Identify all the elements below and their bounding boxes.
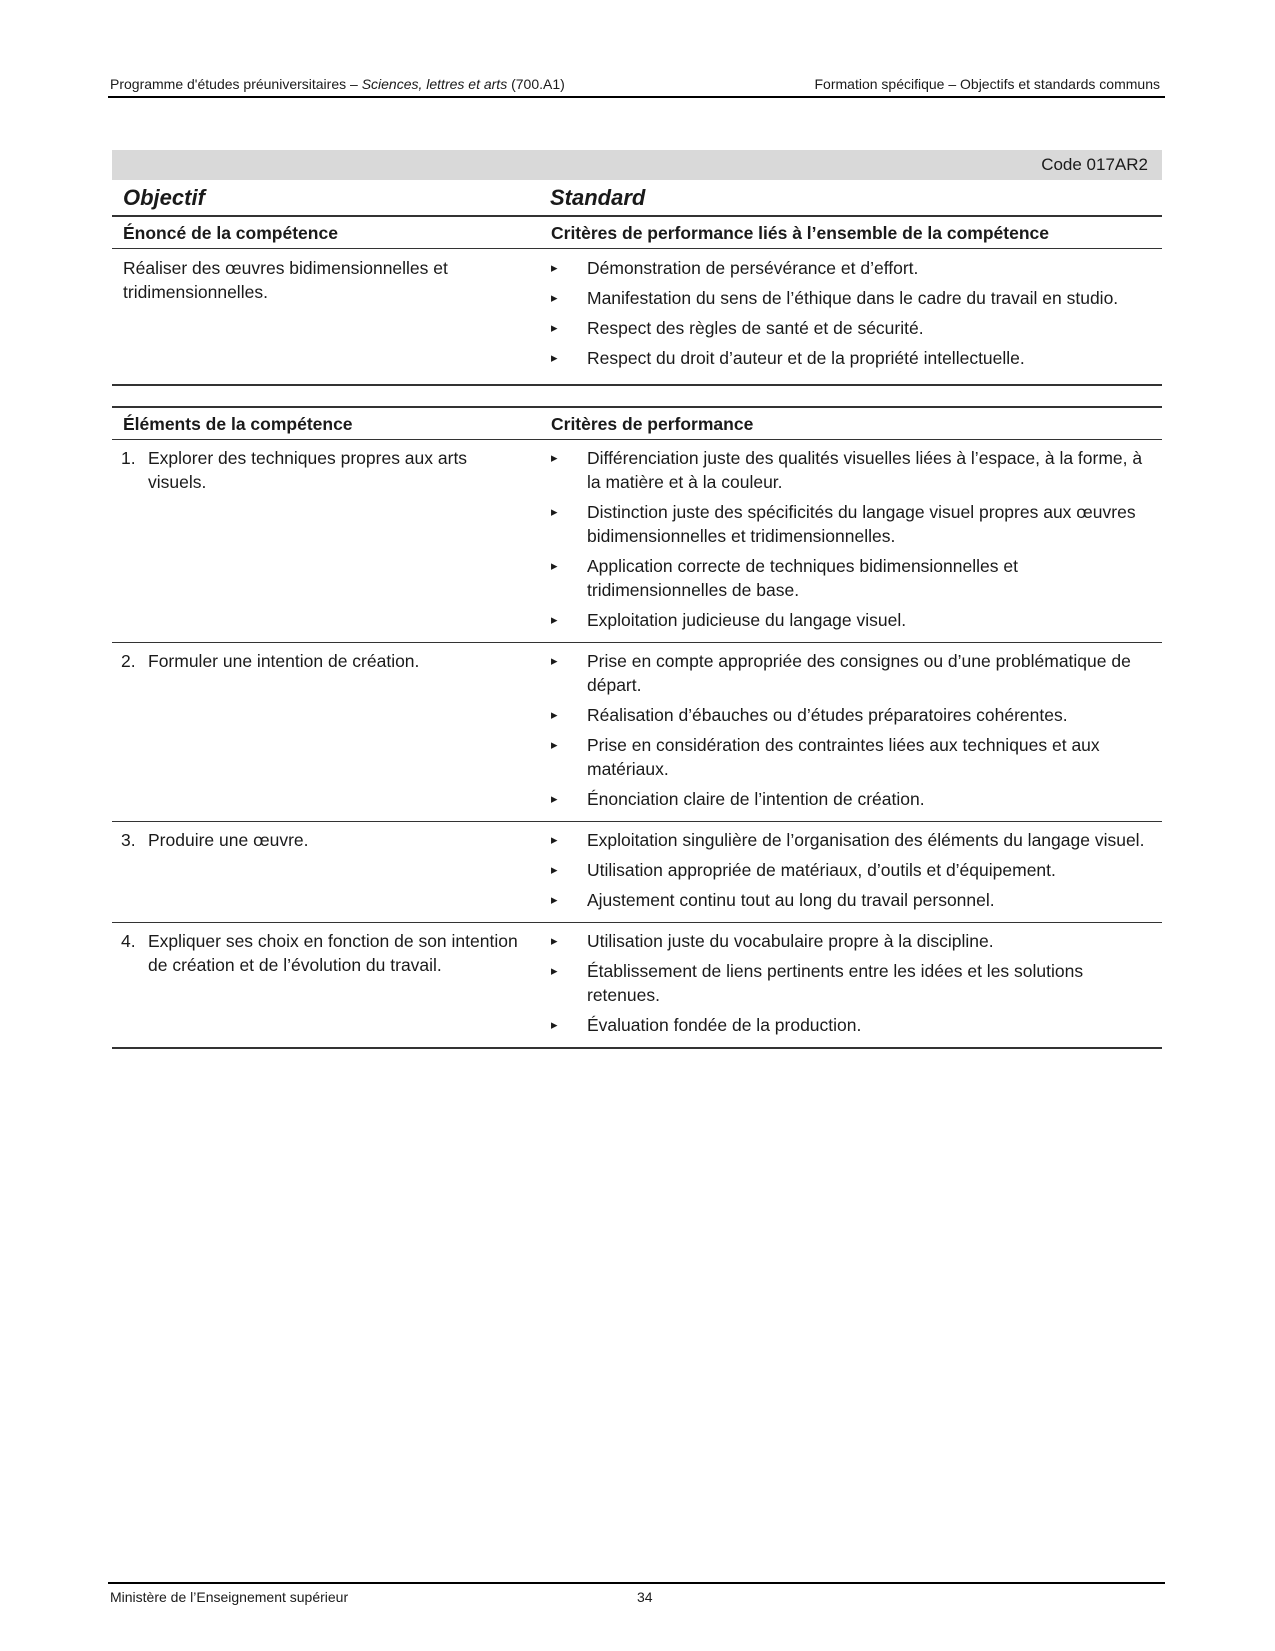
criterion-item: ▸ Prise en compte appropriée des consignes ou d’une problématique de départ. (551, 649, 1158, 697)
table-header-row (112, 216, 1162, 249)
competency-statement: Réaliser des œuvres bidimensionnelles et tridimensionnelles. (112, 249, 537, 386)
competency-code: Code 017AR2 (1041, 155, 1148, 174)
criteria-cell (537, 440, 1162, 643)
element-cell (112, 643, 537, 822)
criterion-item: ▸ Démonstration de persévérance et d’effort. (551, 256, 1158, 280)
element-text: Expliquer ses choix en fonction de son intention de création et de l’évolution du travail. (148, 931, 518, 975)
program-title: Sciences, lettres et arts (361, 76, 508, 92)
element-text: Formuler une intention de création. (148, 651, 420, 671)
criterion-item: ▸ Exploitation judicieuse du langage visuel. (551, 608, 1158, 632)
competency-elements-table (112, 406, 1162, 1049)
criterion-item: ▸ Application correcte de techniques bidimensionnelles et tridimensionnelles de base. (551, 554, 1158, 602)
competency-code-band (112, 150, 1162, 180)
element-number: 4. (121, 931, 136, 951)
criteria-list (551, 446, 1158, 632)
running-header (110, 76, 1160, 92)
page-number: 34 (637, 1589, 653, 1605)
criterion-item: ▸ Respect du droit d’auteur et de la propriété intellectuelle. (551, 346, 1158, 370)
running-header-left (110, 76, 565, 92)
criteria-list (551, 929, 1158, 1037)
program-name: Programme d'études préuniversitaires – (110, 76, 358, 92)
criterion-item: ▸ Énonciation claire de l’intention de création. (551, 787, 1158, 811)
element-number: 1. (121, 448, 136, 468)
standard-heading: Standard (550, 185, 646, 210)
element-cell (112, 822, 537, 923)
criterion-item: ▸ Utilisation juste du vocabulaire propre à la discipline. (551, 929, 1158, 953)
competency-element (112, 929, 529, 977)
competency-element (112, 649, 529, 673)
criteria-cell (537, 822, 1162, 923)
overall-criteria-cell (537, 249, 1162, 386)
overall-criteria-column-header: Critères de performance liés à l’ensemble de la compétence (537, 216, 1162, 249)
criterion-item: ▸ Ajustement continu tout au long du travail personnel. (551, 888, 1158, 912)
table-row (112, 643, 1162, 822)
table-row (112, 822, 1162, 923)
table-row (112, 923, 1162, 1049)
program-code: (700.A1) (511, 76, 565, 92)
running-header-right: Formation spécifique – Objectifs et standards communs (814, 76, 1160, 92)
element-cell (112, 923, 537, 1049)
criterion-item: ▸ Réalisation d’ébauches ou d’études préparatoires cohérentes. (551, 703, 1158, 727)
table-row (112, 440, 1162, 643)
criterion-item: ▸ Distinction juste des spécificités du langage visuel propres aux œuvres bidimensionnelles et tridimensionnelles. (551, 500, 1158, 548)
criterion-item: ▸ Établissement de liens pertinents entre les idées et les solutions retenues. (551, 959, 1158, 1007)
criteria-column-header: Critères de performance (537, 407, 1162, 440)
criterion-item: ▸ Manifestation du sens de l’éthique dans le cadre du travail en studio. (551, 286, 1158, 310)
criteria-cell (537, 923, 1162, 1049)
criteria-list (551, 649, 1158, 811)
criteria-list (551, 256, 1158, 370)
statement-column-header: Énoncé de la compétence (112, 216, 537, 249)
criterion-item: ▸ Exploitation singulière de l’organisation des éléments du langage visuel. (551, 828, 1158, 852)
criteria-list (551, 828, 1158, 912)
element-text: Explorer des techniques propres aux arts visuels. (148, 448, 468, 492)
criterion-item: ▸ Prise en considération des contraintes liées aux techniques et aux matériaux. (551, 733, 1158, 781)
element-cell (112, 440, 537, 643)
competency-element (112, 828, 529, 852)
criteria-cell (537, 643, 1162, 822)
element-number: 3. (121, 830, 136, 850)
criterion-item: ▸ Utilisation appropriée de matériaux, d’outils et d’équipement. (551, 858, 1158, 882)
objectif-heading: Objectif (123, 185, 205, 210)
criterion-item: ▸ Respect des règles de santé et de sécurité. (551, 316, 1158, 340)
header-rule (108, 96, 1165, 98)
element-number: 2. (121, 651, 136, 671)
elements-table-body (112, 440, 1162, 1049)
table-header-row (112, 407, 1162, 440)
footer-ministry: Ministère de l’Enseignement supérieur (110, 1589, 349, 1605)
table-row (112, 249, 1162, 386)
criterion-item: ▸ Évaluation fondée de la production. (551, 1013, 1158, 1037)
competency-statement-table (112, 215, 1162, 386)
footer-rule (108, 1582, 1165, 1584)
criterion-item: ▸ Différenciation juste des qualités visuelles liées à l’espace, à la forme, à la matière et à la couleur. (551, 446, 1158, 494)
elements-column-header: Éléments de la compétence (112, 407, 537, 440)
competency-element (112, 446, 529, 494)
element-text: Produire une œuvre. (148, 830, 309, 850)
